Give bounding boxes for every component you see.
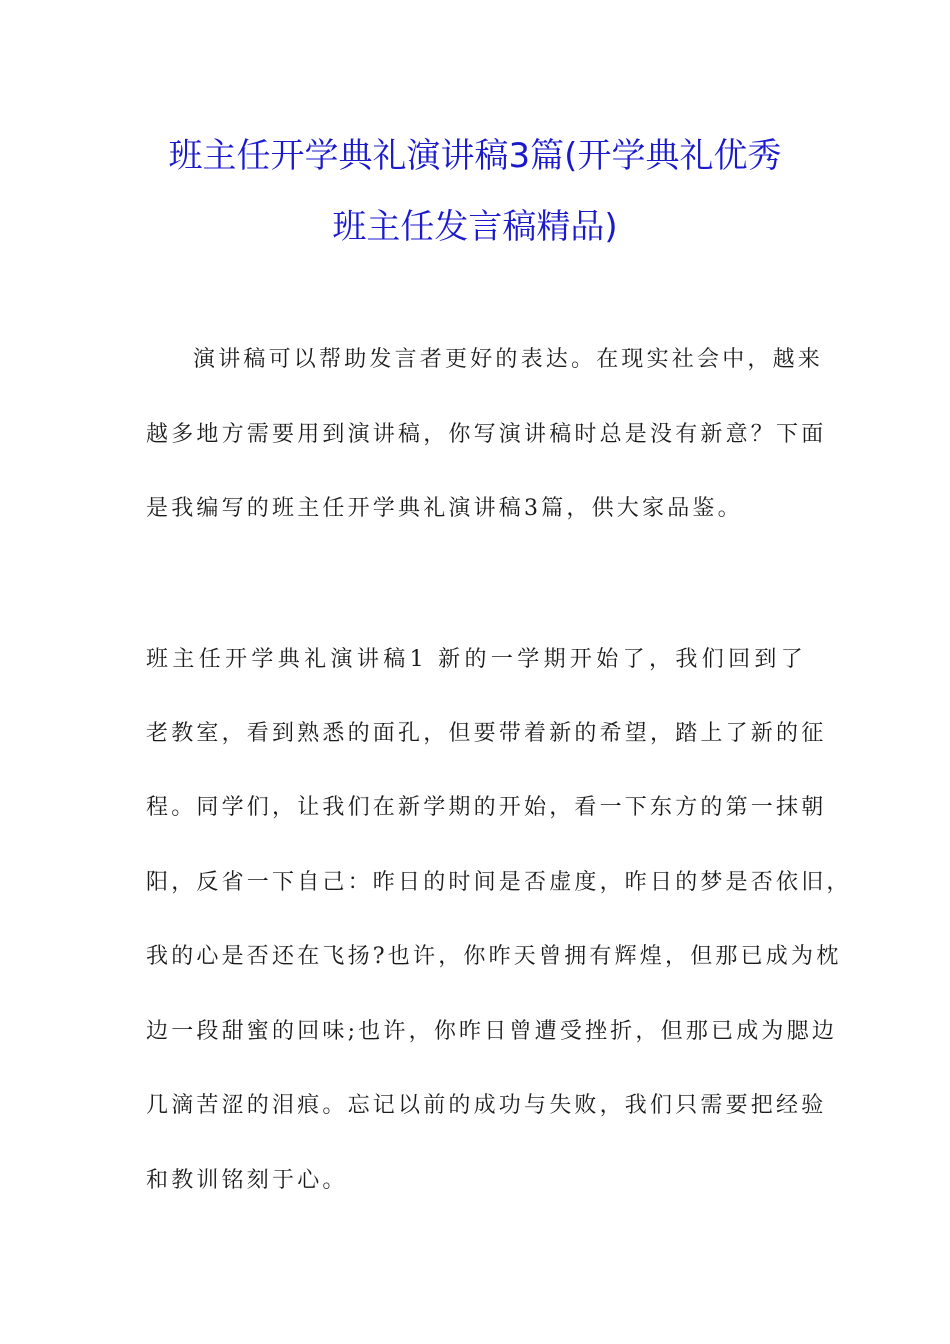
document-title-line-2: 班主任发言稿精品) <box>332 207 618 247</box>
section-1-line-8: 和教训铭刻于心。 <box>146 1168 348 1193</box>
document-title-line-1: 班主任开学典礼演讲稿3篇(开学典礼优秀 <box>168 136 782 176</box>
section-1-heading: 班主任开学典礼演讲稿1 <box>146 647 427 672</box>
section-1-line-4: 阳，反省一下自己：昨日的时间是否虚度，昨日的梦是否依旧， <box>146 870 852 895</box>
section-1-line-6: 边一段甜蜜的回味;也许，你昨日曾遭受挫折，但那已成为腮边 <box>146 1019 838 1044</box>
section-1-line-5: 我的心是否还在飞扬?也许，你昨天曾拥有辉煌，但那已成为枕 <box>146 944 842 969</box>
section-1-line-7: 几滴苦涩的泪痕。忘记以前的成功与失败，我们只需要把经验 <box>146 1093 827 1118</box>
section-1-first-line-rest: 新的一学期开始了，我们回到了 <box>438 647 806 672</box>
intro-line-3: 是我编写的班主任开学典礼演讲稿3篇，供大家品鉴。 <box>146 496 743 521</box>
section-1-first-line <box>146 645 806 675</box>
intro-line-1: 演讲稿可以帮助发言者更好的表达。在现实社会中，越来 <box>193 347 824 372</box>
section-1-line-3: 程。同学们，让我们在新学期的开始，看一下东方的第一抹朝 <box>146 795 827 820</box>
section-1-line-2: 老教室，看到熟悉的面孔，但要带着新的希望，踏上了新的征 <box>146 721 827 746</box>
intro-line-2: 越多地方需要用到演讲稿，你写演讲稿时总是没有新意？下面 <box>146 422 827 447</box>
